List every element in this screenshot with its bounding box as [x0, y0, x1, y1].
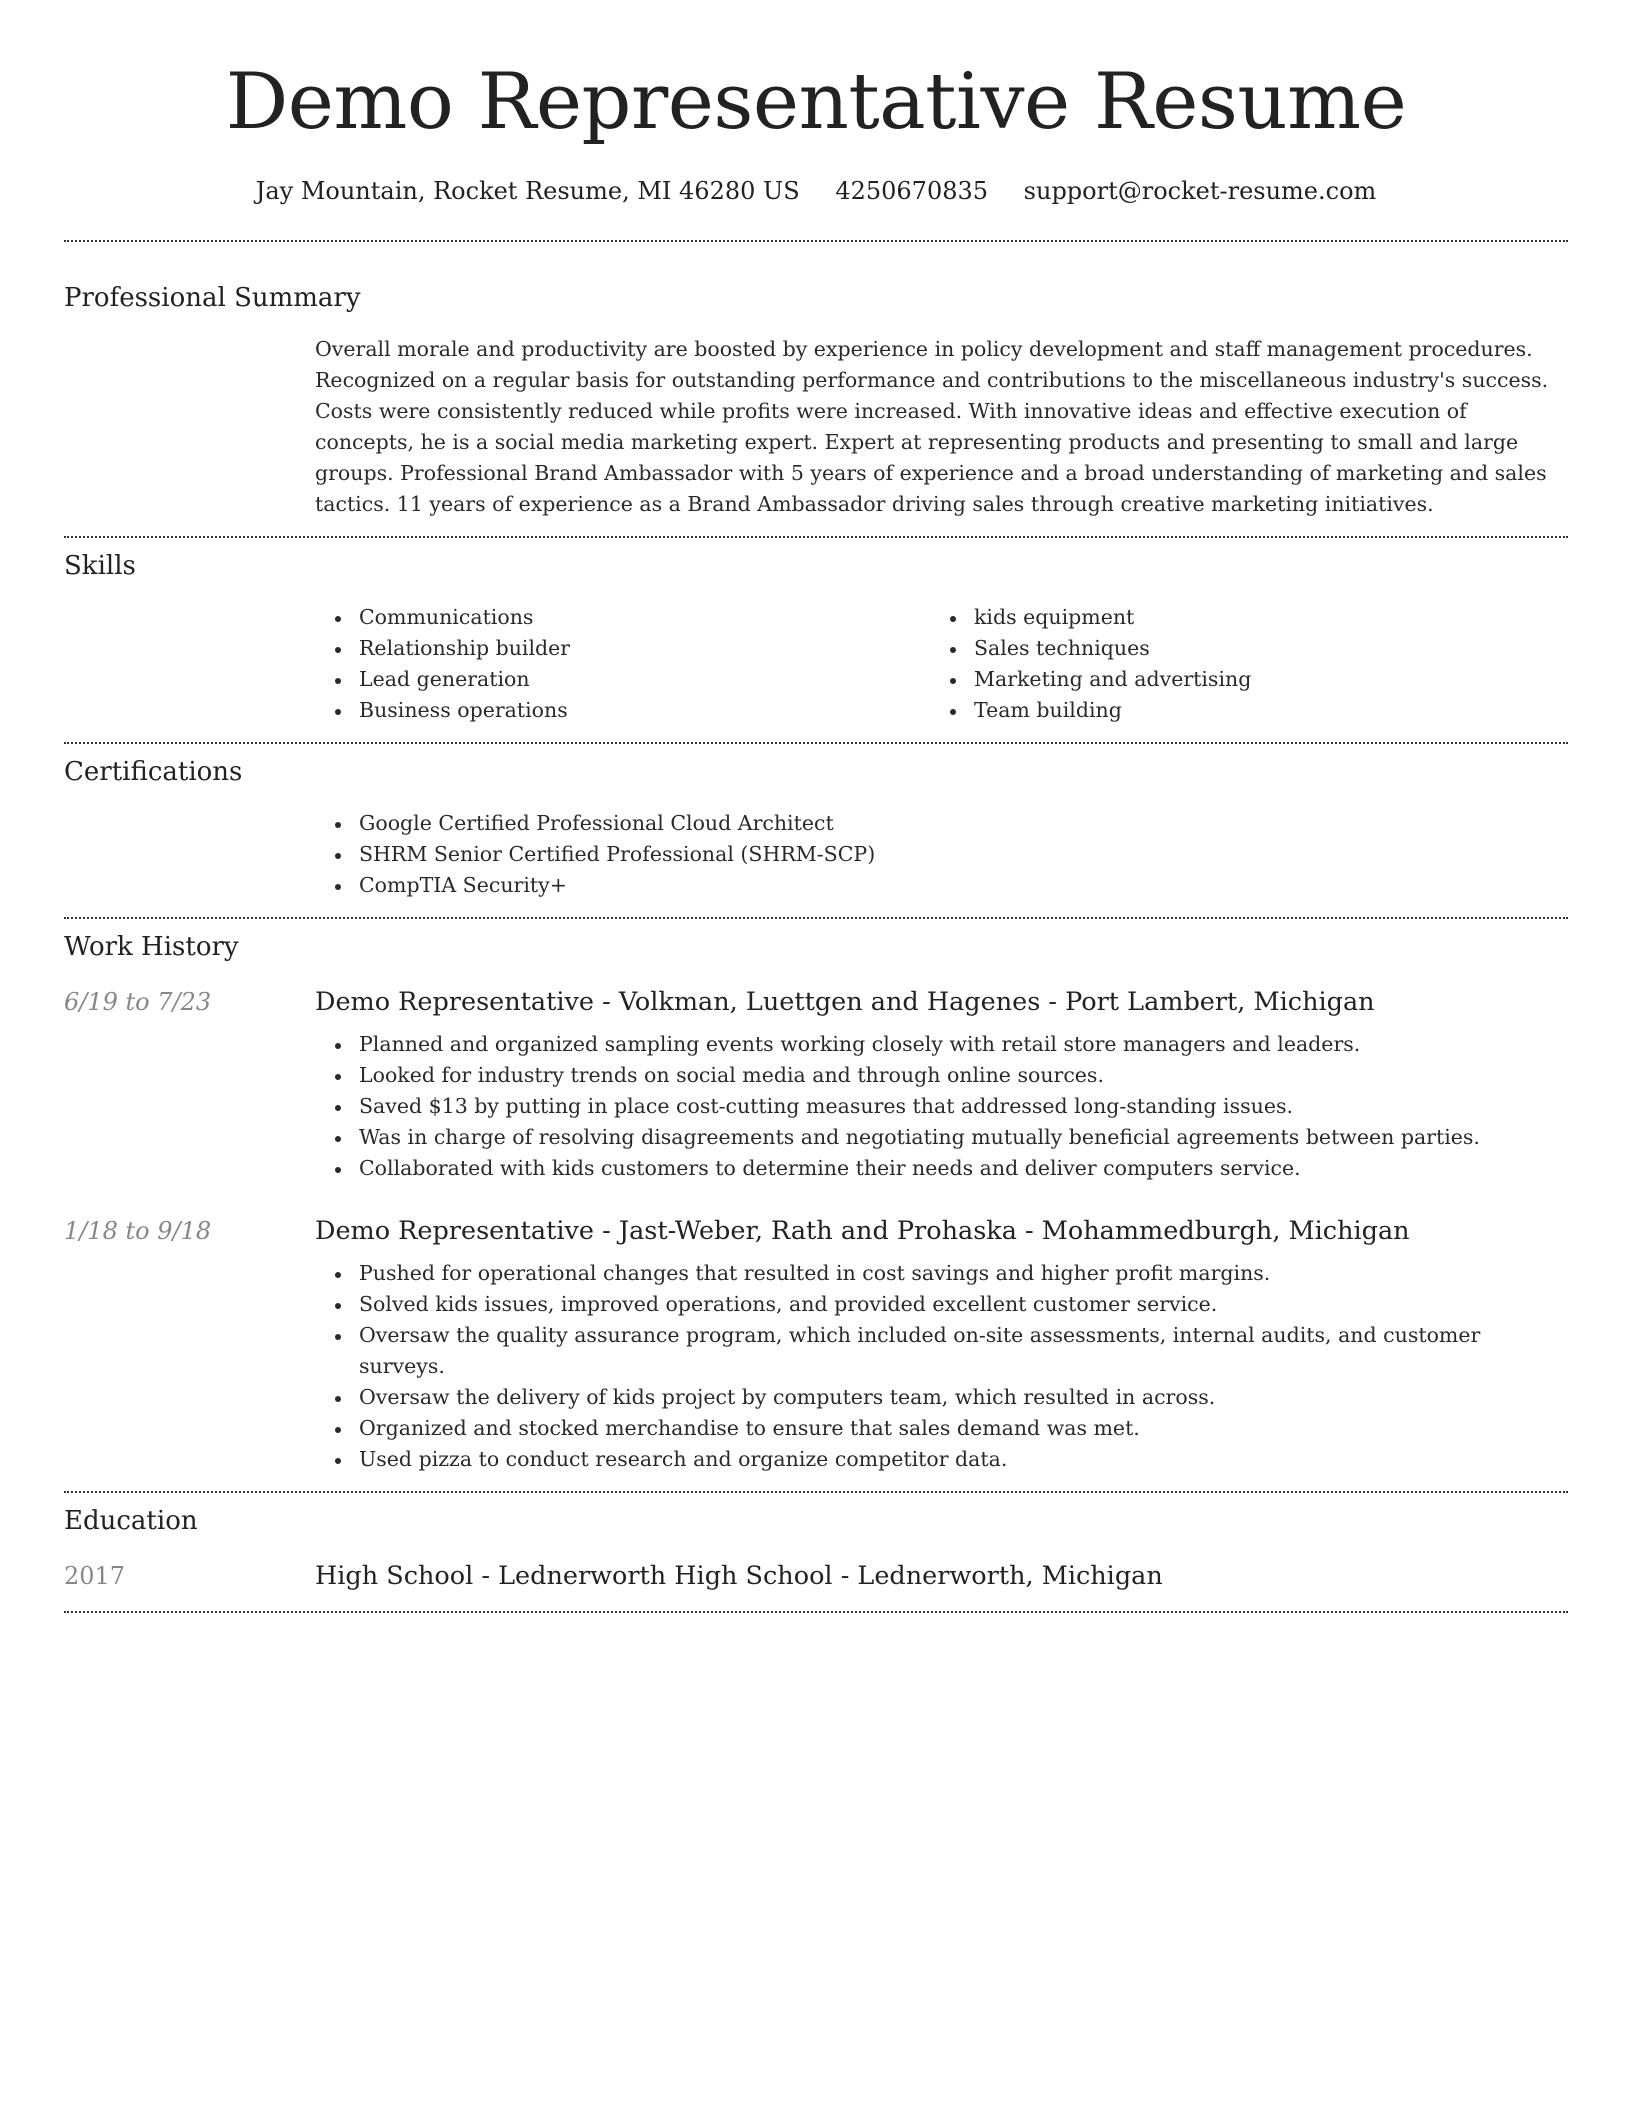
contact-line — [64, 174, 1568, 208]
skills-column-left — [315, 602, 930, 726]
skill-item: Business operations — [359, 695, 930, 726]
certifications-title: Certifications — [64, 757, 243, 787]
certifications-list — [315, 808, 1568, 901]
work-section — [64, 919, 1568, 1475]
job-bullet: Used pizza to conduct research and organize competitor data. — [359, 1444, 1568, 1475]
job-header — [64, 985, 1568, 1019]
skill-item: Sales techniques — [974, 633, 1545, 664]
education-entry — [64, 1559, 1568, 1593]
job-bullet: Planned and organized sampling events working closely with retail store managers and leaders. — [359, 1029, 1568, 1060]
skills-title: Skills — [64, 551, 136, 581]
job-bullet: Saved $13 by putting in place cost-cutting measures that addressed long-standing issues. — [359, 1091, 1568, 1122]
divider-education — [64, 1611, 1568, 1613]
skill-item: kids equipment — [974, 602, 1545, 633]
skill-item: Team building — [974, 695, 1545, 726]
summary-title: Professional Summary — [64, 283, 361, 313]
skills-list-left — [315, 602, 930, 726]
job-entry — [64, 1214, 1568, 1475]
job-title: Demo Representative - Volkman, Luettgen and Hagenes - Port Lambert, Michigan — [315, 987, 1375, 1017]
contact-email: support@rocket-resume.com — [1023, 177, 1377, 205]
job-bullet: Pushed for operational changes that resulted in cost savings and higher profit margins. — [359, 1258, 1568, 1289]
certification-item: SHRM Senior Certified Professional (SHRM-SCP) — [359, 839, 1568, 870]
resume-name: Demo Representative Resume — [225, 57, 1407, 147]
resume-header — [64, 0, 1568, 208]
job-bullet: Was in charge of resolving disagreements and negotiating mutually beneficial agreements between parties. — [359, 1122, 1568, 1153]
contact-address: Jay Mountain, Rocket Resume, MI 46280 US — [255, 177, 800, 205]
skills-section — [64, 538, 1568, 726]
job-bullet: Oversaw the quality assurance program, which included on-site assessments, internal audits, and customer surveys. — [359, 1320, 1568, 1382]
skills-grid — [315, 602, 1568, 726]
job-details — [315, 1029, 1568, 1184]
summary-body — [315, 334, 1568, 520]
education-year: 2017 — [64, 1562, 126, 1590]
education-title-line: High School - Lednerworth High School - Lednerworth, Michigan — [315, 1561, 1163, 1591]
contact-phone: 4250670835 — [835, 177, 989, 205]
job-bullet: Organized and stocked merchandise to ensure that sales demand was met. — [359, 1413, 1568, 1444]
skill-item: Relationship builder — [359, 633, 930, 664]
job-header — [64, 1214, 1568, 1248]
summary-section — [64, 242, 1568, 520]
job-entry — [64, 985, 1568, 1184]
job-bullets — [315, 1258, 1568, 1475]
certification-item: Google Certified Professional Cloud Architect — [359, 808, 1568, 839]
job-bullet: Oversaw the delivery of kids project by computers team, which resulted in across. — [359, 1382, 1568, 1413]
certification-item: CompTIA Security+ — [359, 870, 1568, 901]
job-bullet: Solved kids issues, improved operations, and provided excellent customer service. — [359, 1289, 1568, 1320]
skills-list-right — [930, 602, 1545, 726]
job-details — [315, 1258, 1568, 1475]
education-section — [64, 1493, 1568, 1593]
skills-column-right — [930, 602, 1545, 726]
job-bullet: Looked for industry trends on social media and through online sources. — [359, 1060, 1568, 1091]
skill-item: Communications — [359, 602, 930, 633]
skill-item: Marketing and advertising — [974, 664, 1545, 695]
resume-page — [64, 0, 1568, 1613]
certifications-body — [315, 808, 1568, 901]
certifications-section — [64, 744, 1568, 901]
work-title: Work History — [64, 932, 239, 962]
skill-item: Lead generation — [359, 664, 930, 695]
education-title: Education — [64, 1506, 198, 1536]
summary-text: Overall morale and productivity are boosted by experience in policy development and staff management procedures. Recognized on a regular basis for outstanding performance and contributions to the miscellaneous industry's success. Costs were consistently reduced while profits were increased. With innovative ideas and effective execution of concepts, he is a social media marketing expert. Expert at representing products and presenting to small and large groups. Professional Brand Ambassador with 5 years of experience and a broad understanding of marketing and sales tactics. 11 years of experience as a Brand Ambassador driving sales through creative marketing initiatives. — [315, 337, 1549, 516]
job-bullet: Collaborated with kids customers to determine their needs and deliver computers service. — [359, 1153, 1568, 1184]
job-title: Demo Representative - Jast-Weber, Rath and Prohaska - Mohammedburgh, Michigan — [315, 1216, 1410, 1246]
job-bullets — [315, 1029, 1568, 1184]
job-dates: 1/18 to 9/18 — [64, 1217, 212, 1245]
job-dates: 6/19 to 7/23 — [64, 988, 212, 1016]
